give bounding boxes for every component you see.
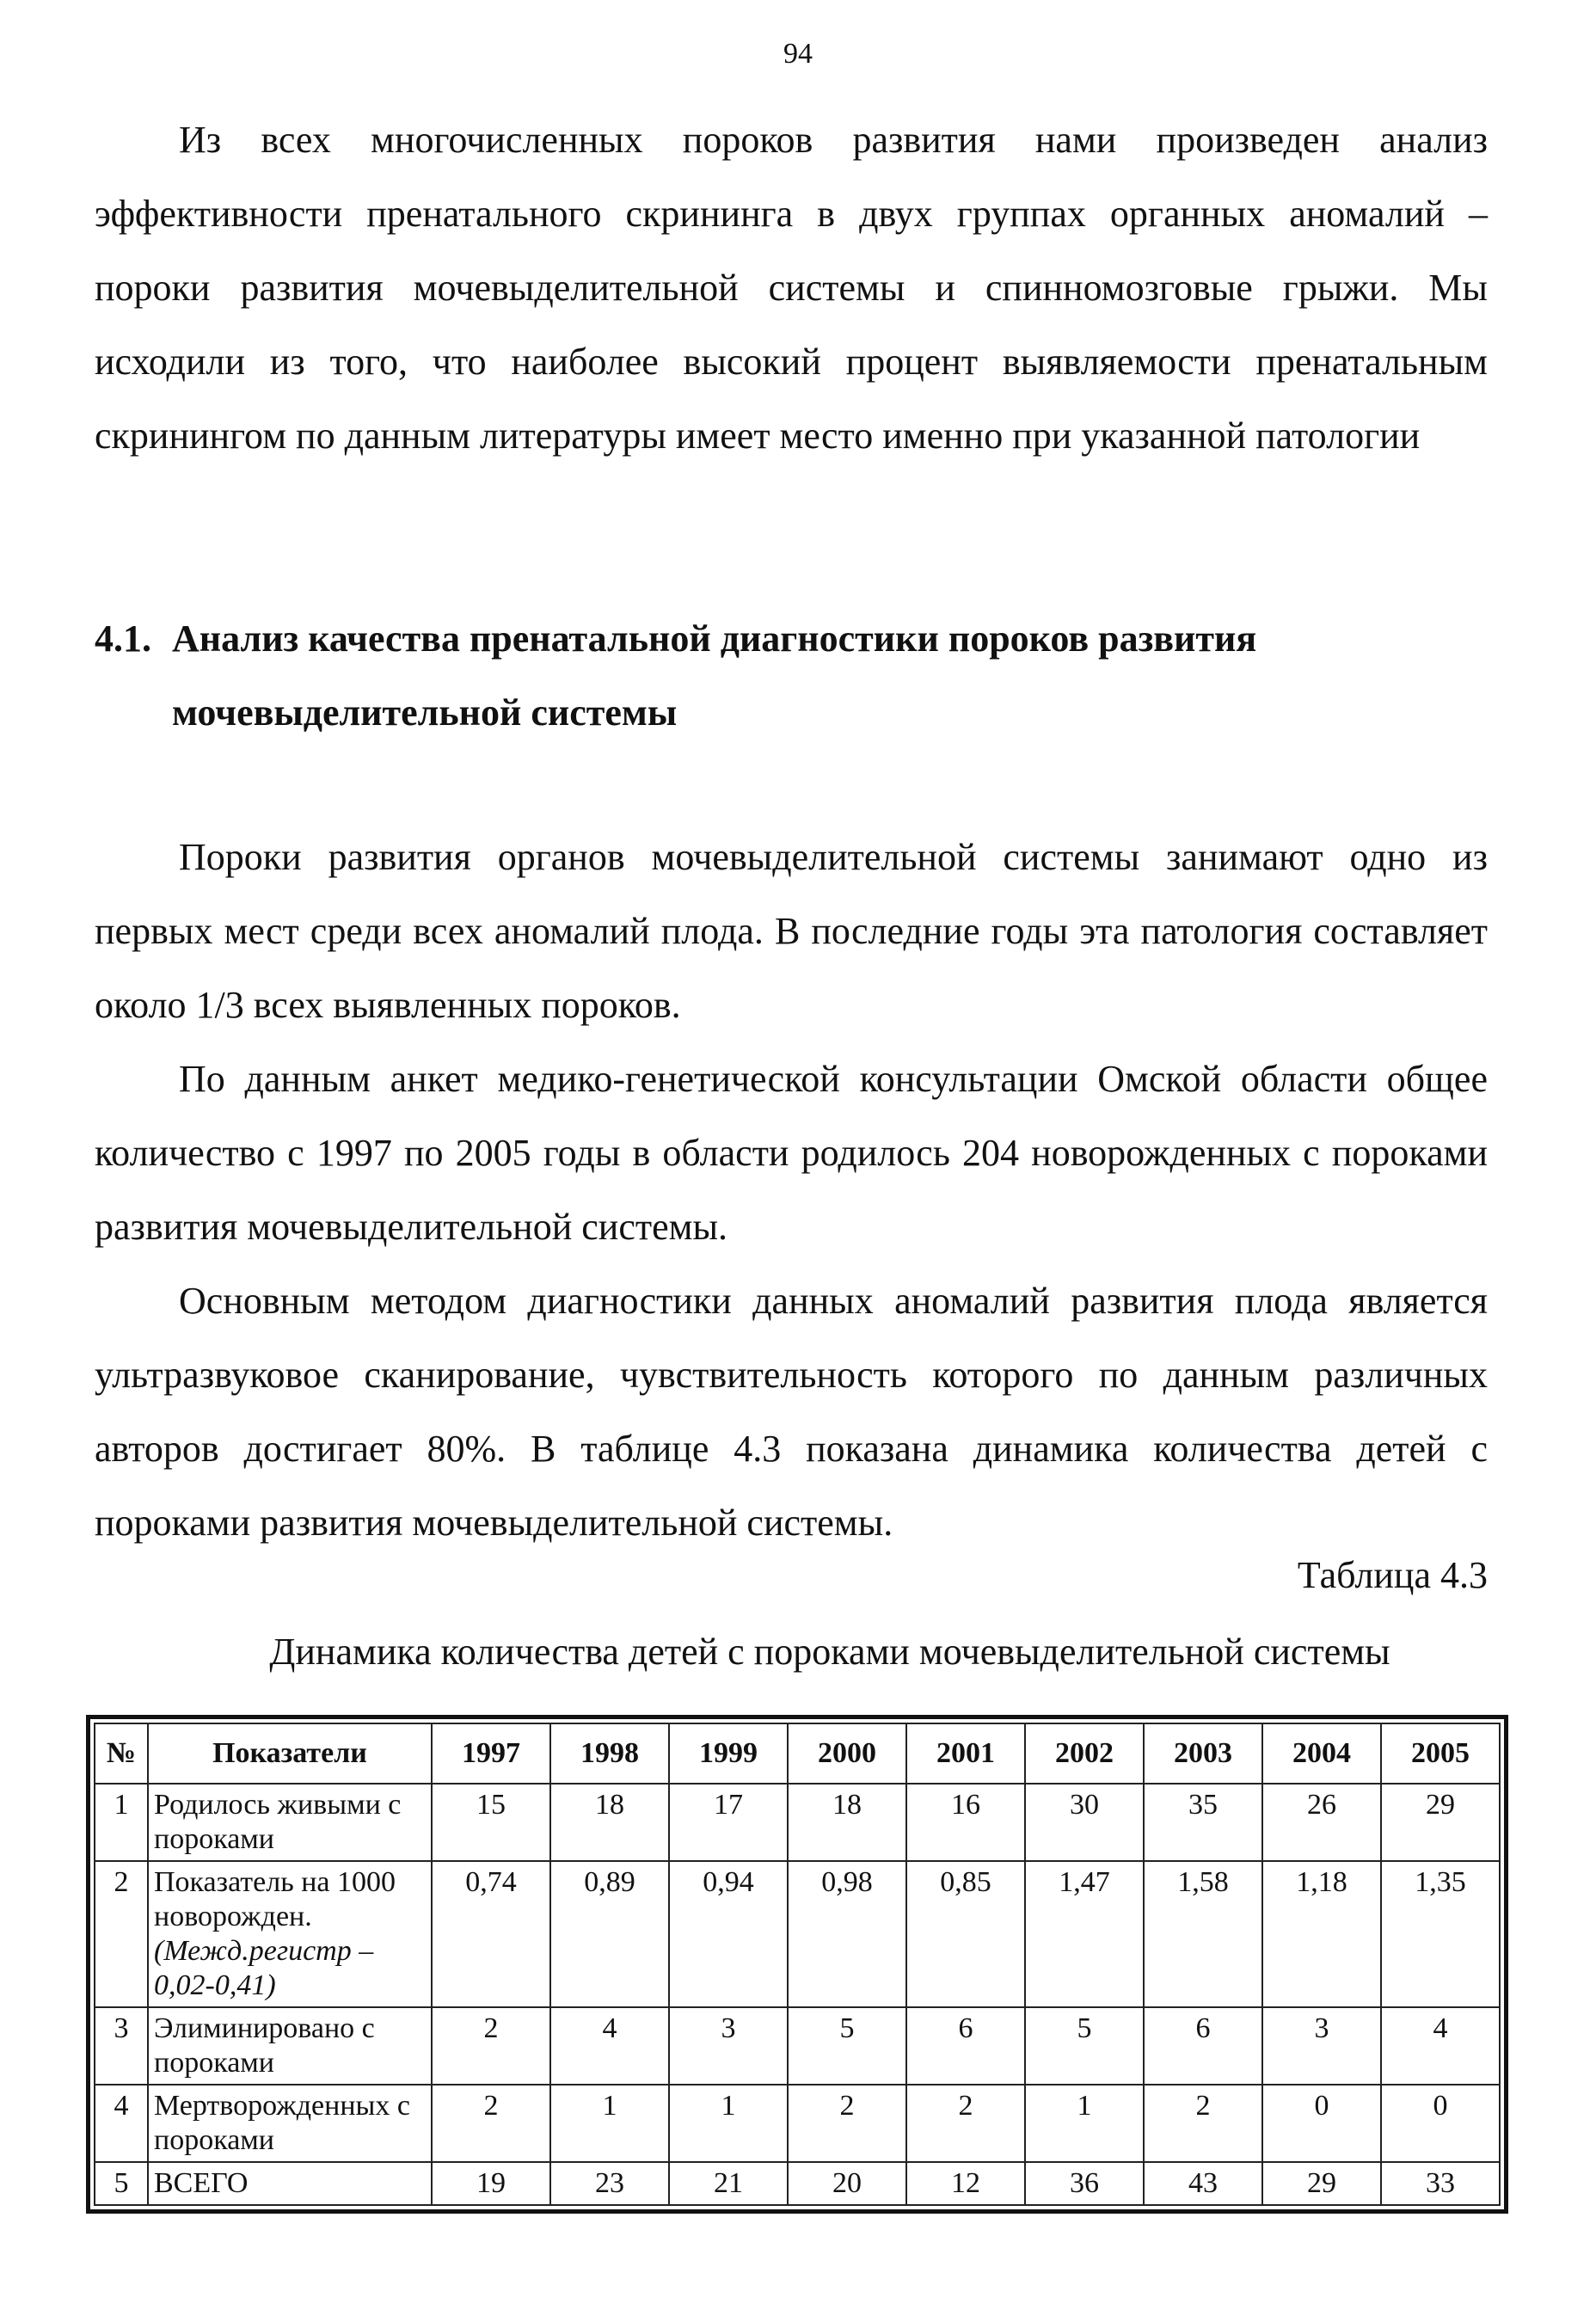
table-label: Таблица 4.3: [1297, 1554, 1488, 1596]
table-cell: 12: [906, 2162, 1025, 2205]
row-label-cell: [148, 2085, 432, 2162]
table-cell: 0,98: [788, 1861, 906, 2007]
row-label-cell: [148, 2162, 432, 2205]
row-number: 2: [95, 1861, 148, 2007]
row-label: Родилось живыми с пороками: [154, 1789, 402, 1855]
table-cell: 6: [906, 2007, 1025, 2085]
table-cell: 4: [550, 2007, 669, 2085]
row-number: 4: [95, 2085, 148, 2162]
table-cell: 17: [669, 1784, 788, 1861]
table-row: [95, 2085, 1500, 2162]
table-cell: 33: [1381, 2162, 1500, 2205]
table-title: Динамика количества детей с пороками мочевыделительной системы: [269, 1631, 1390, 1673]
table-cell: 3: [669, 2007, 788, 2085]
header-year: 1997: [432, 1723, 550, 1784]
table-cell: 0: [1381, 2085, 1500, 2162]
table-cell: 29: [1262, 2162, 1381, 2205]
table-cell: 0,74: [432, 1861, 550, 2007]
row-label: ВСЕГО: [154, 2167, 249, 2199]
table-cell: 1,58: [1144, 1861, 1262, 2007]
table-cell: 5: [1025, 2007, 1144, 2085]
table-cell: 1,47: [1025, 1861, 1144, 2007]
table-row: [95, 2007, 1500, 2085]
table-cell: 36: [1025, 2162, 1144, 2205]
table-cell: 6: [1144, 2007, 1262, 2085]
table-row: [95, 1861, 1500, 2007]
table-cell: 30: [1025, 1784, 1144, 1861]
row-label: Мертворожденных с пороками: [154, 2090, 410, 2156]
page-number: 94: [783, 38, 813, 70]
table-row: [95, 1784, 1500, 1861]
section-heading: [95, 602, 1488, 750]
table-cell: 19: [432, 2162, 550, 2205]
row-number: 5: [95, 2162, 148, 2205]
table-cell: 2: [1144, 2085, 1262, 2162]
row-label: Показатель на 1000 новорожден.: [154, 1866, 396, 1932]
section-number: 4.1.: [95, 617, 151, 660]
header-year: 2003: [1144, 1723, 1262, 1784]
header-year: 1999: [669, 1723, 788, 1784]
header-year: 1998: [550, 1723, 669, 1784]
table-cell: 2: [432, 2007, 550, 2085]
table-cell: 1: [1025, 2085, 1144, 2162]
table-cell: 0: [1262, 2085, 1381, 2162]
header-year: 2002: [1025, 1723, 1144, 1784]
table-cell: 1: [669, 2085, 788, 2162]
table-cell: 0,94: [669, 1861, 788, 2007]
table-cell: 3: [1262, 2007, 1381, 2085]
row-label-note: (Межд.регистр – 0,02-0,41): [154, 1935, 374, 2001]
intro-paragraph-block: [95, 103, 1488, 473]
table-cell: 21: [669, 2162, 788, 2205]
table-cell: 15: [432, 1784, 550, 1861]
header-indicator: Показатели: [148, 1723, 432, 1784]
intro-paragraph: Из всех многочисленных пороков развития нами произведен анализ эффективности пренатального скрининга в двух группах органных аномалий – пороки развития мочевыделительной системы и спинномозговые грыжи. Мы исходили из того, что наиболее высокий процент выявляемости пренатальным скринингом по данным литературы имеет место именно при указанной патологии: [95, 119, 1488, 457]
table-cell: 2: [788, 2085, 906, 2162]
data-table: [94, 1723, 1501, 2206]
paragraph: Пороки развития органов мочевыделительной системы занимают одно из первых мест среди всех аномалий плода. В последние годы эта патология составляет около 1/3 всех выявленных пороков.: [95, 836, 1488, 1026]
row-label-cell: [148, 1861, 432, 2007]
section-title-line1: Анализ качества пренатальной диагностики пороков развития: [172, 617, 1257, 660]
table-cell: 1,35: [1381, 1861, 1500, 2007]
table-cell: 35: [1144, 1784, 1262, 1861]
data-table-frame: [86, 1715, 1508, 2214]
table-cell: 5: [788, 2007, 906, 2085]
header-year: 2000: [788, 1723, 906, 1784]
table-cell: 0,85: [906, 1861, 1025, 2007]
row-label: Элиминировано с пороками: [154, 2012, 375, 2079]
table-body: [95, 1784, 1500, 2205]
table-cell: 18: [788, 1784, 906, 1861]
header-year: 2004: [1262, 1723, 1381, 1784]
table-cell: 26: [1262, 1784, 1381, 1861]
header-no: №: [95, 1723, 148, 1784]
table-cell: 2: [906, 2085, 1025, 2162]
table-row: [95, 2162, 1500, 2205]
table-header-row: [95, 1723, 1500, 1784]
table-cell: 1,18: [1262, 1861, 1381, 2007]
table-cell: 16: [906, 1784, 1025, 1861]
table-cell: 1: [550, 2085, 669, 2162]
table-cell: 0,89: [550, 1861, 669, 2007]
table-cell: 18: [550, 1784, 669, 1861]
section-title-line2: мочевыделительной системы: [172, 691, 678, 734]
table-cell: 4: [1381, 2007, 1500, 2085]
table-cell: 43: [1144, 2162, 1262, 2205]
row-label-cell: [148, 1784, 432, 1861]
paragraph: По данным анкет медико-генетической консультации Омской области общее количество с 1997 по 2005 годы в области родилось 204 новорожденных с пороками развития мочевыделительной системы.: [95, 1058, 1488, 1248]
row-number: 3: [95, 2007, 148, 2085]
table-cell: 23: [550, 2162, 669, 2205]
body-text: [95, 820, 1488, 1560]
header-year: 2001: [906, 1723, 1025, 1784]
row-number: 1: [95, 1784, 148, 1861]
row-label-cell: [148, 2007, 432, 2085]
paragraph: Основным методом диагностики данных аномалий развития плода является ультразвуковое сканирование, чувствительность которого по данным различных авторов достигает 80%. В таблице 4.3 показана динамика количества детей с пороками развития мочевыделительной системы.: [95, 1280, 1488, 1544]
header-year: 2005: [1381, 1723, 1500, 1784]
table-cell: 29: [1381, 1784, 1500, 1861]
table-cell: 20: [788, 2162, 906, 2205]
table-cell: 2: [432, 2085, 550, 2162]
